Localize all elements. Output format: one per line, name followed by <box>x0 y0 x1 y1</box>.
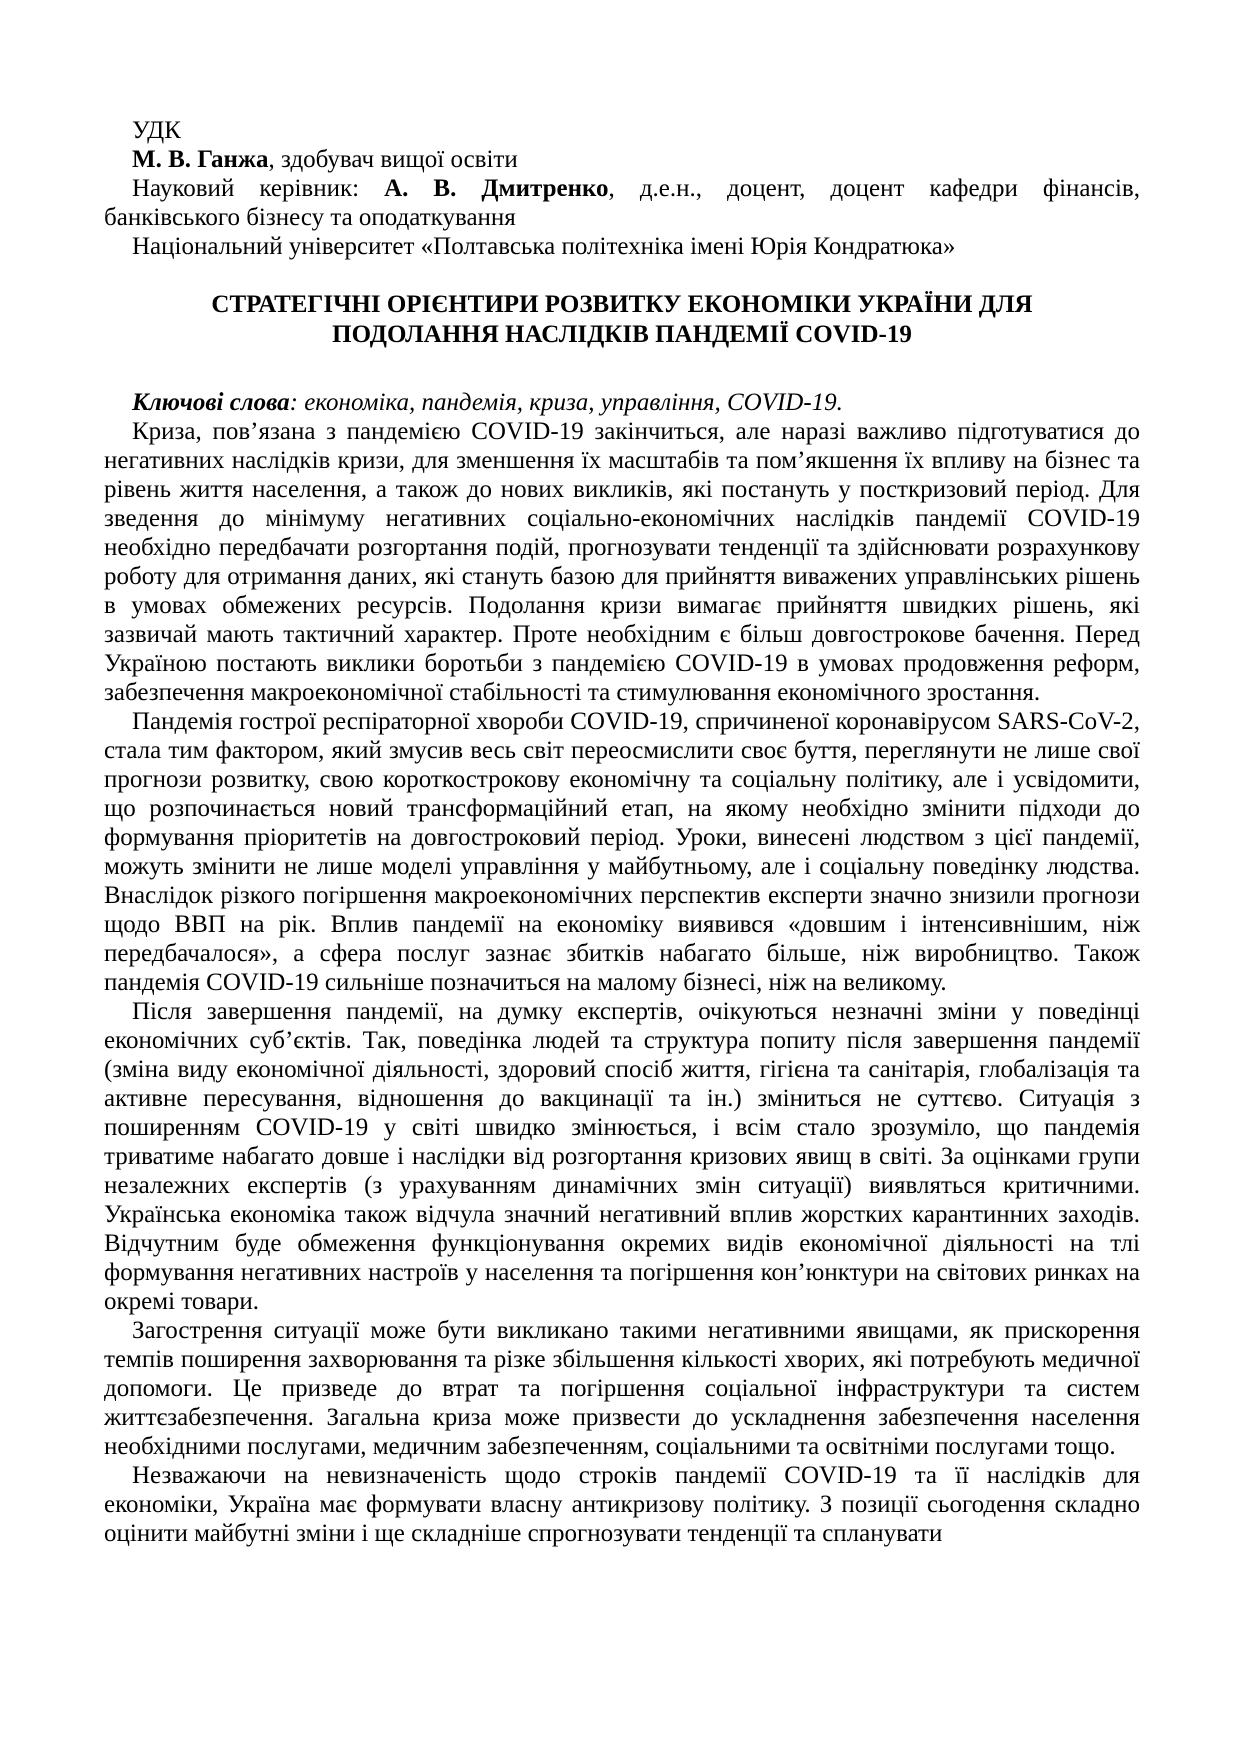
article-title-line2: ПОДОЛАННЯ НАСЛІДКІВ ПАНДЕМІЇ COVID-19 <box>332 321 912 348</box>
paragraph-post-pandemic-behavior: Після завершення пандемії, на думку експертів, очікуються незначні зміни у поведінці економічних суб’єктів. Так, поведінка людей та структура попиту після завершення пандемії (зміна виду економічної діяльності, здоровий спосіб життя, гігієна та санітарія, глобалізація та активне пересування, відношення до вакцинації та ін.) зміниться не суттєво. Ситуація з поширенням COVID-19 у світі швидко змінюється, і всім стало зрозуміло, що пандемія триватиме набагато довше і наслідки від розгортання кризових явищ в світі. За оцінками групи незалежних експертів (з урахуванням динамічних змін ситуації) виявляться критичними. Українська економіка також відчула значний негативний вплив жорстких карантинних заходів. Відчутним буде обмеження функціонування окремих видів економічної діяльності на тлі формування негативних настроїв у населення та погіршення кон’юнктури на світових ринках на окремі товари. <box>104 998 1140 1315</box>
supervisor-department-line: банківського бізнесу та оподаткування <box>104 204 516 231</box>
author-name: М. В. Ганжа <box>132 146 269 173</box>
keywords-label: Ключові слова <box>132 389 290 416</box>
keywords-line <box>104 388 1140 417</box>
udk-line: УДК <box>132 117 181 144</box>
article-title-line1: СТРАТЕГІЧНІ ОРІЄНТИРИ РОЗВИТКУ ЕКОНОМІКИ УКРАЇНИ ДЛЯ <box>211 291 1033 318</box>
document-content <box>104 116 1140 1548</box>
university-line: Національний університет «Полтавська політехніка імені Юрія Кондратюка» <box>132 233 956 260</box>
supervisor-titles: , д.е.н., доцент, доцент кафедри фінансів, <box>608 175 1140 202</box>
author-role: , здобувач вищої освіти <box>268 146 518 173</box>
keywords-list: : економіка, пандемія, криза, управління, COVID-19. <box>289 389 843 416</box>
article-title <box>104 290 1140 350</box>
author-line <box>104 145 1140 174</box>
supervisor-name: А. В. Дмитренко <box>384 175 609 202</box>
supervisor-prefix: Науковий керівник: <box>132 175 385 202</box>
paragraph-situation-aggravation: Загострення ситуації може бути викликано такими негативними явищами, як прискорення темпів поширення захворювання та різке збільшення кількості хворих, які потребують медичної допомоги. Це призведе до втрат та погіршення соціальної інфраструктури та систем життєзабезпечення. Загальна криза може призвести до ускладнення забезпечення населення необхідними послугами, медичним забезпеченням, соціальними та освітніми послугами тощо. <box>104 1317 1140 1460</box>
paragraph-crisis-preparation: Криза, пов’язана з пандемією COVID-19 закінчиться, але наразі важливо підготуватися до негативних наслідків кризи, для зменшення їх масштабів та пом’якшення їх впливу на бізнес та рівень життя населення, а також до нових викликів, які постануть у посткризовий період. Для зведення до мінімуму негативних соціально-економічних наслідків пандемії COVID-19 необхідно передбачати розгортання подій, прогнозувати тенденції та здійснювати розрахункову роботу для отримання даних, які стануть базою для прийняття виважених управлінських рішень в умовах обмежених ресурсів. Подолання кризи вимагає прийняття швидких рішень, які зазвичай мають тактичний характер. Проте необхідним є більш довгострокове бачення. Перед Україною постають виклики боротьби з пандемією COVID-19 в умовах продовження реформ, забезпечення макроекономічної стабільності та стимулювання економічного зростання. <box>104 418 1140 706</box>
paragraph-pandemic-factor: Пандемія гострої респіраторної хвороби COVID-19, спричиненої коронавірусом SARS-CoV-2, стала тим фактором, який змусив весь світ переосмислити своє буття, переглянути не лише свої прогнози розвитку, свою короткострокову економічну та соціальну політику, але і усвідомити, що розпочинається новий трансформаційний етап, на якому необхідно змінити підходи до формування пріоритетів на довгостроковий період. Уроки, винесені людством з цієї пандемії, можуть змінити не лише моделі управління у майбутньому, але і соціальну поведінку людства. Внаслідок різкого погіршення макроекономічних перспектив експерти значно знизили прогнози щодо ВВП на рік. Вплив пандемії на економіку виявився «довшим і інтенсивнішим, ніж передбачалося», а сфера послуг зазнає збитків набагато більше, ніж виробництво. Також пандемія COVID-19 сильніше позначиться на малому бізнесі, ніж на великому. <box>104 708 1140 996</box>
paragraph-anticrisis-policy: Незважаючи на невизначеність щодо строків пандемії COVID-19 та її наслідків для економіки, Україна має формувати власну антикризову політику. З позиції сьогодення складно оцінити майбутні зміни і ще складніше спрогнозувати тенденції та спланувати <box>104 1462 1140 1547</box>
supervisor-line <box>104 174 1140 203</box>
